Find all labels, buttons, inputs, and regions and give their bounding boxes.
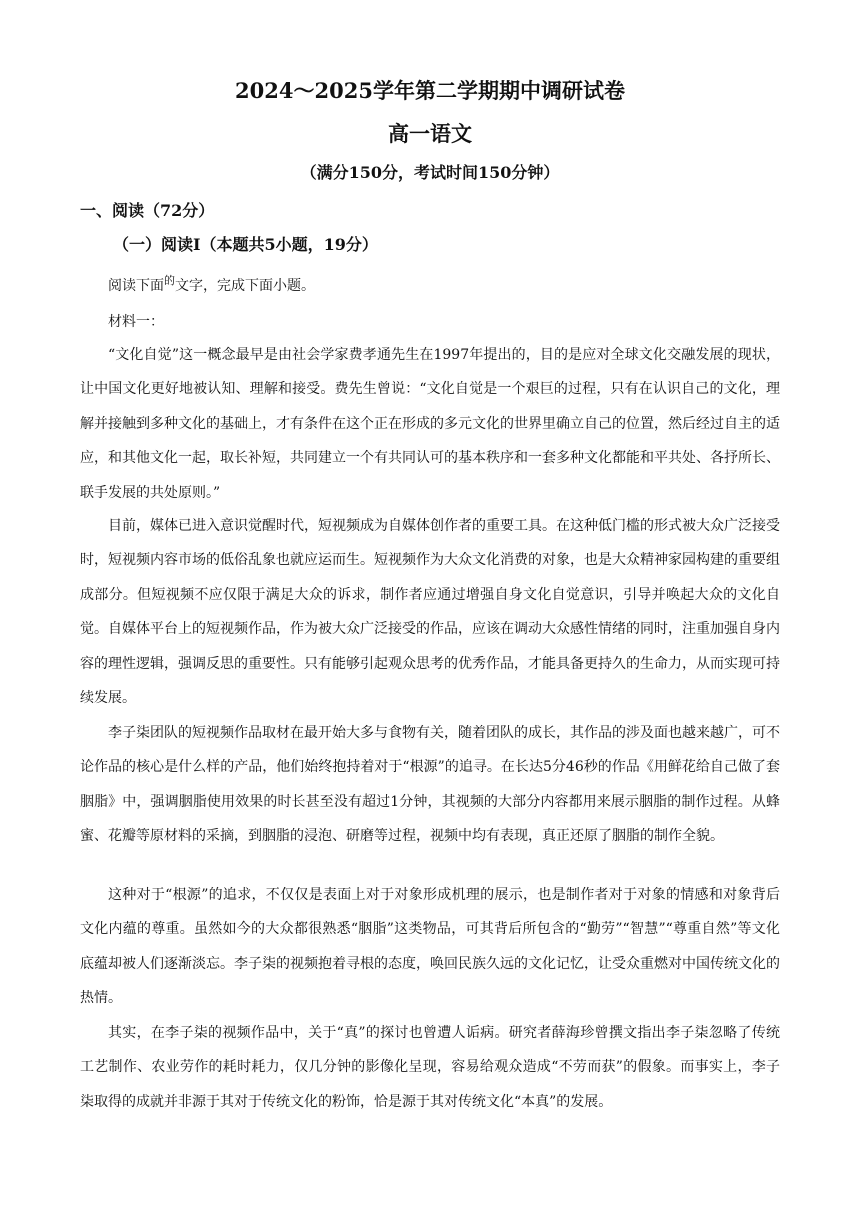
paragraph-5: 其实，在李子柒的视频作品中，关于“真”的探讨也曾遭人诟病。研究者薛海珍曾撰文指出李子柒忽略了传统工艺制作、农业劳作的耗时耗力，仅几分钟的影像化呈现，容易给观众造成“不劳而获”的假象。而事实上，李子柒取得的成就并非源于其对于传统文化的粉饰，恰是源于其对传统文化“本真”的发展。 (80, 1025, 780, 1110)
instructions-before: 阅读下面 (108, 278, 164, 294)
paragraph-1: “文化自觉”这一概念最早是由社会学家费孝通先生在1997年提出的，目的是应对全球文化交融发展的现状，让中国文化更好地被认知、理解和接受。费先生曾说：“文化自觉是一个艰巨的过程，只有在认识自己的文化，理解并接触到多种文化的基础上，才有条件在这个正在形成的多元文化的世界里确立自己的位置，然后经过自主的适应，和其他文化一起，取长补短，共同建立一个有共同认可的基本秩序和一套多种文化都能和平共处、各抒所长、联手发展的共处原则。” (80, 347, 780, 501)
instructions-after: 文字，完成下面小题。 (175, 278, 315, 294)
paragraph-4: 这种对于“根源”的追求，不仅仅是表面上对于对象形成机理的展示，也是制作者对于对象的情感和对象背后文化内蕴的尊重。虽然如今的大众都很熟悉“胭脂”这类物品，可其背后所包含的“勤劳”“智慧”“尊重自然”等文化底蕴却被人们逐渐淡忘。李子柒的视频抱着寻根的态度，唤回民族久远的文化记忆，让受众重燃对中国传统文化的热情。 (80, 887, 780, 1007)
paragraph-3: 李子柒团队的短视频作品取材在最开始大多与食物有关，随着团队的成长，其作品的涉及面也越来越广，可不论作品的核心是什么样的产品，他们始终抱持着对于“根源”的追寻。在长达5分46秒的作品《用鲜花给自己做了套胭脂》中，强调胭脂使用效果的时长甚至没有超过1分钟，其视频的大部分内容都用来展示胭脂的制作过程。从蜂蜜、花瓣等原材料的采摘，到胭脂的浸泡、研磨等过程，视频中均有表现，真正还原了胭脂的制作全貌。 (80, 725, 780, 845)
section-subheading: （一）阅读Ⅰ（本题共5小题，19分） (113, 235, 378, 254)
instructions-superscript: 的 (164, 274, 175, 287)
reading-instructions (108, 272, 315, 295)
score-time-note: （满分150分，考试时间150分钟） (300, 163, 560, 182)
subject-title: 高一语文 (388, 121, 472, 146)
paragraph-2: 目前，媒体已进入意识觉醒时代，短视频成为自媒体创作者的重要工具。在这种低门槛的形式被大众广泛接受时，短视频内容市场的低俗乱象也就应运而生。短视频作为大众文化消费的对象，也是大众精神家园构建的重要组成部分。但短视频不应仅限于满足大众的诉求，制作者应通过增强自身文化自觉意识，引导并唤起大众的文化自觉。自媒体平台上的短视频作品，作为被大众广泛接受的作品，应该在调动大众感性情绪的同时，注重加强自身内容的理性逻辑，强调反思的重要性。只有能够引起观众思考的优秀作品，才能具备更持久的生命力，从而实现可持续发展。 (80, 518, 780, 707)
section-heading: 一、阅读（72分） (80, 201, 215, 220)
material-label: 材料一： (108, 314, 164, 330)
exam-title: 2024～2025学年第二学期期中调研试卷 (235, 78, 625, 103)
